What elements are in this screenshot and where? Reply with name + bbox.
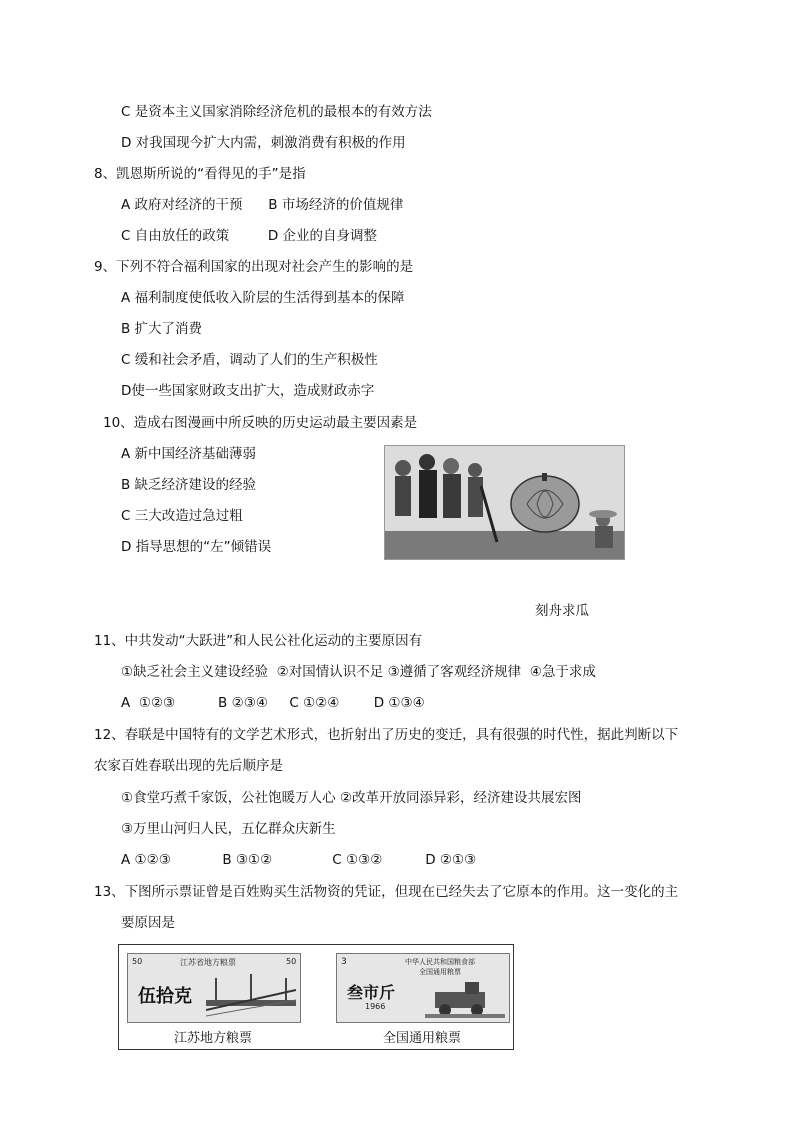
coupon-amount: 伍拾克 bbox=[138, 986, 192, 1007]
q9-option-a: A 福利制度使低收入阶层的生活得到基本的保障 bbox=[121, 290, 405, 306]
coupon-amount: 叁市斤 bbox=[347, 983, 396, 1002]
coupon-caption-jiangsu: 江苏地方粮票 bbox=[173, 1031, 252, 1046]
coupon-subheader: 全国通用粮票 bbox=[419, 968, 461, 976]
q12-item-3: ③万里山河归人民，五亿群众庆新生 bbox=[121, 821, 336, 837]
q11-items: ①缺乏社会主义建设经验 ②对国情认识不足 ③遵循了客观经济规律 ④急于求成 bbox=[121, 664, 596, 680]
q7-option-c: C 是资本主义国家消除经济危机的最根本的有效方法 bbox=[121, 104, 432, 120]
q12-stem-line1: 12、春联是中国特有的文学艺术形式，也折射出了历史的变迁，具有很强的时代性，据此判断以下 bbox=[94, 727, 679, 743]
coupon-caption-national: 全国通用粮票 bbox=[382, 1031, 461, 1046]
national-coupon bbox=[336, 953, 510, 1023]
cartoon-illustration bbox=[385, 446, 624, 559]
q11-stem: 11、中共发动“大跃进”和人民公社化运动的主要原因有 bbox=[94, 633, 423, 649]
coupon-year: 1966 bbox=[365, 1002, 386, 1011]
q12-stem-line2: 农家百姓春联出现的先后顺序是 bbox=[94, 758, 283, 774]
q9-stem: 9、下列不符合福利国家的出现对社会产生的影响的是 bbox=[94, 259, 414, 275]
q8-options-ab: A 政府对经济的干预 B 市场经济的价值规律 bbox=[121, 197, 404, 213]
q9-option-d: D使一些国家财政支出扩大，造成财政赤字 bbox=[121, 383, 375, 399]
q9-option-c: C 缓和社会矛盾，调动了人们的生产积极性 bbox=[121, 352, 378, 368]
q10-option-c: C 三大改造过急过粗 bbox=[121, 508, 243, 524]
coupon-header: 江苏省地方粮票 bbox=[180, 958, 236, 967]
q7-option-d: D 对我国现今扩大内需，刺激消费有积极的作用 bbox=[121, 135, 406, 151]
q13-stem-line1: 13、下图所示票证曾是百姓购买生活物资的凭证，但现在已经失去了它原本的作用。这一变化的主 bbox=[94, 884, 679, 900]
q9-option-b: B 扩大了消费 bbox=[121, 321, 203, 337]
q10-option-b: B 缺乏经济建设的经验 bbox=[121, 477, 257, 493]
q10-option-d: D 指导思想的“左”倾错误 bbox=[121, 539, 272, 555]
ration-coupons-figure bbox=[118, 944, 514, 1050]
coupon-header: 中华人民共和国粮食部 bbox=[405, 958, 475, 966]
q10-option-a: A 新中国经济基础薄弱 bbox=[121, 446, 257, 462]
cartoon-image bbox=[384, 445, 625, 560]
coupon-denom-number: 3 bbox=[341, 957, 347, 967]
q8-options-cd: C 自由放任的政策 D 企业的自身调整 bbox=[121, 228, 378, 244]
q12-item-1-2: ①食堂巧煮千家饭，公社饱暖万人心 ②改革开放同添异彩，经济建设共展宏图 bbox=[121, 790, 582, 806]
coupon-denom-number-right: 50 bbox=[286, 957, 297, 966]
q12-options: A ①②③ B ③①② C ①③② D ②①③ bbox=[121, 852, 477, 868]
q11-options: A ①②③ B ②③④ C ①②④ D ①③④ bbox=[121, 695, 425, 711]
bridge-illustration bbox=[206, 970, 296, 1018]
jiangsu-coupon bbox=[127, 953, 301, 1023]
q10-stem: 10、造成右图漫画中所反映的历史运动最主要因素是 bbox=[103, 415, 418, 431]
cartoon-caption: 刻舟求瓜 bbox=[535, 603, 589, 619]
q8-stem: 8、凯恩斯所说的“看得见的手”是指 bbox=[94, 166, 306, 182]
coupon-denom-number: 50 bbox=[132, 957, 143, 966]
q13-stem-line2: 要原因是 bbox=[121, 915, 175, 931]
harvester-illustration bbox=[425, 978, 505, 1018]
